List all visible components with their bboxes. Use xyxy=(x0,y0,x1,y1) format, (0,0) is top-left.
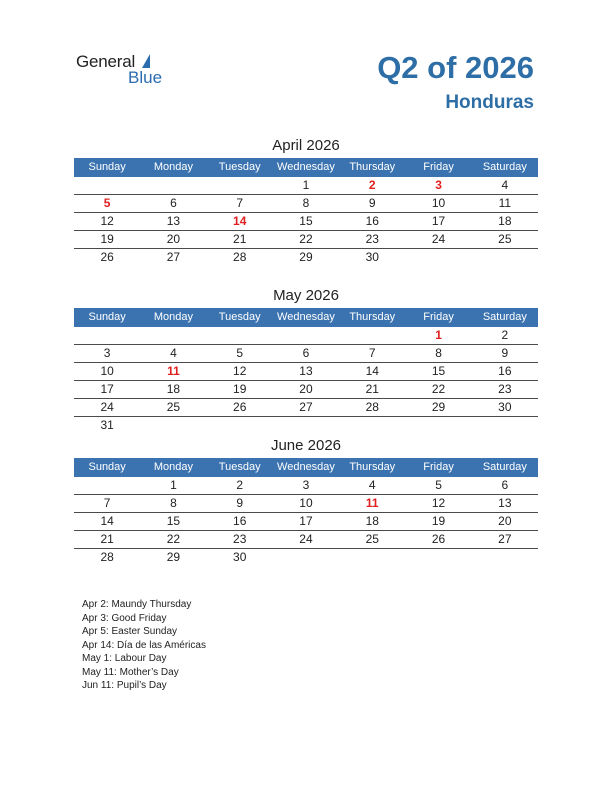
day-cell: 8 xyxy=(170,496,177,510)
day-cell: 17 xyxy=(100,382,114,396)
day-cell: 4 xyxy=(368,478,376,492)
weekday-label: Wednesday xyxy=(277,311,335,323)
month-title: April 2026 xyxy=(272,137,340,154)
day-cell xyxy=(207,327,273,344)
week-row xyxy=(74,513,538,531)
day-cell: 4 xyxy=(501,178,509,192)
day-cell xyxy=(339,327,405,344)
day-cell: 25 xyxy=(365,532,379,546)
day-cell: 5 xyxy=(435,478,442,492)
day-cell: 20 xyxy=(498,514,512,528)
day-cell: 21 xyxy=(100,532,114,546)
week-row xyxy=(74,363,538,381)
weekday-label: Saturday xyxy=(482,311,527,323)
day-cell xyxy=(472,549,538,566)
day-cell: 9 xyxy=(368,196,376,210)
day-cell xyxy=(339,549,405,566)
day-cell: 18 xyxy=(498,214,512,228)
day-cell: 2 xyxy=(236,478,244,492)
week-row xyxy=(74,177,538,195)
holiday-day-cell: 3 xyxy=(435,178,442,192)
day-cell: 14 xyxy=(100,514,114,528)
country-name: Honduras xyxy=(445,92,534,113)
day-cell: 19 xyxy=(431,514,446,528)
day-cell xyxy=(74,327,140,344)
day-cell: 8 xyxy=(302,196,310,210)
weekday-label: Saturday xyxy=(482,461,527,473)
day-cell: 12 xyxy=(233,364,247,378)
day-cell xyxy=(207,417,273,434)
weekday-label: Thursday xyxy=(349,461,396,473)
holiday-item: Apr 2: Maundy Thursday xyxy=(82,599,192,610)
weekday-header xyxy=(74,458,538,477)
day-cell xyxy=(140,177,206,194)
day-cell: 7 xyxy=(236,196,244,210)
weekday-label: Monday xyxy=(153,161,193,173)
weekday-label: Sunday xyxy=(88,161,126,173)
day-cell: 15 xyxy=(166,514,181,528)
weekday-label: Sunday xyxy=(88,461,126,473)
page-title: Q2 of 2026 xyxy=(377,50,534,85)
weekday-label: Thursday xyxy=(349,161,396,173)
day-cell xyxy=(273,417,339,434)
day-cell: 20 xyxy=(166,232,181,246)
day-cell: 19 xyxy=(233,382,247,396)
weekday-label: Saturday xyxy=(482,161,527,173)
holiday-item: Apr 5: Easter Sunday xyxy=(82,626,178,637)
month-calendar xyxy=(74,284,538,434)
weekday-label: Tuesday xyxy=(218,461,261,473)
day-cell: 8 xyxy=(435,346,442,360)
holiday-day-cell: 2 xyxy=(368,178,376,192)
day-cell: 29 xyxy=(431,400,446,414)
day-cell: 22 xyxy=(431,382,446,396)
week-row xyxy=(74,549,538,566)
day-cell: 7 xyxy=(368,346,376,360)
day-cell: 22 xyxy=(166,532,181,546)
day-cell xyxy=(207,177,273,194)
logo-blue-text: Blue xyxy=(128,68,163,87)
day-cell: 22 xyxy=(299,232,313,246)
day-cell: 2 xyxy=(501,328,509,342)
day-cell: 1 xyxy=(170,478,177,492)
day-cell: 4 xyxy=(170,346,177,360)
weekday-header xyxy=(74,308,538,327)
day-cell: 10 xyxy=(431,196,446,210)
day-cell: 5 xyxy=(236,346,244,360)
day-cell: 13 xyxy=(498,496,512,510)
day-cell: 1 xyxy=(302,178,310,192)
day-cell xyxy=(74,477,140,494)
day-cell: 9 xyxy=(236,496,244,510)
day-cell: 10 xyxy=(299,496,313,510)
day-cell: 11 xyxy=(498,196,512,210)
week-row xyxy=(74,327,538,345)
day-cell: 24 xyxy=(431,232,446,246)
weekday-label: Wednesday xyxy=(277,161,335,173)
day-cell: 20 xyxy=(299,382,313,396)
week-row xyxy=(74,477,538,495)
week-row xyxy=(74,495,538,513)
day-cell: 28 xyxy=(365,400,379,414)
holiday-day-cell: 1 xyxy=(435,328,442,342)
day-cell: 6 xyxy=(170,196,177,210)
day-cell: 24 xyxy=(299,532,313,546)
day-cell xyxy=(273,327,339,344)
day-cell: 13 xyxy=(166,214,181,228)
week-row xyxy=(74,345,538,363)
day-cell xyxy=(472,417,538,434)
day-cell: 29 xyxy=(299,250,313,264)
day-cell xyxy=(405,549,471,566)
holiday-list xyxy=(82,598,206,693)
day-cell: 28 xyxy=(100,550,114,564)
weekday-label: Tuesday xyxy=(218,311,261,323)
month-calendar xyxy=(74,434,538,566)
day-cell: 12 xyxy=(100,214,114,228)
day-cell: 25 xyxy=(166,400,181,414)
week-row xyxy=(74,417,538,434)
holiday-item: May 1: Labour Day xyxy=(82,653,167,664)
day-cell: 21 xyxy=(365,382,379,396)
day-cell: 30 xyxy=(498,400,512,414)
logo-triangle-icon xyxy=(142,54,150,68)
weekday-label: Thursday xyxy=(349,311,396,323)
weekday-label: Monday xyxy=(153,461,193,473)
week-row xyxy=(74,399,538,417)
day-cell: 3 xyxy=(103,346,111,360)
day-cell: 26 xyxy=(100,250,114,264)
month-title: May 2026 xyxy=(273,287,339,304)
day-cell: 27 xyxy=(498,532,512,546)
day-cell: 27 xyxy=(166,250,181,264)
day-cell: 14 xyxy=(365,364,379,378)
day-cell: 18 xyxy=(166,382,181,396)
day-cell: 10 xyxy=(100,364,114,378)
day-cell: 17 xyxy=(431,214,446,228)
day-cell: 23 xyxy=(233,532,247,546)
week-row xyxy=(74,531,538,549)
day-cell: 27 xyxy=(299,400,313,414)
day-cell: 13 xyxy=(299,364,313,378)
weekday-header xyxy=(74,158,538,177)
day-cell: 7 xyxy=(103,496,111,510)
holiday-day-cell: 11 xyxy=(365,496,379,510)
day-cell: 15 xyxy=(431,364,446,378)
weekday-label: Friday xyxy=(423,311,454,323)
holiday-day-cell: 5 xyxy=(103,196,111,210)
day-cell: 3 xyxy=(302,478,310,492)
weekday-label: Tuesday xyxy=(218,161,261,173)
day-cell xyxy=(273,549,339,566)
day-cell: 18 xyxy=(365,514,379,528)
day-cell: 6 xyxy=(302,346,310,360)
day-cell: 15 xyxy=(299,214,313,228)
day-cell: 21 xyxy=(233,232,247,246)
day-cell: 29 xyxy=(166,550,181,564)
day-cell: 16 xyxy=(498,364,512,378)
day-cell: 26 xyxy=(431,532,446,546)
weekday-label: Wednesday xyxy=(277,461,335,473)
day-cell: 17 xyxy=(299,514,313,528)
day-cell: 9 xyxy=(501,346,509,360)
holiday-item: Apr 14: Día de las Américas xyxy=(82,639,206,651)
day-cell xyxy=(74,177,140,194)
day-cell: 16 xyxy=(233,514,247,528)
day-cell: 28 xyxy=(233,250,247,264)
holiday-item: Jun 11: Pupil’s Day xyxy=(82,680,167,691)
day-cell: 19 xyxy=(100,232,114,246)
day-cell xyxy=(140,417,206,434)
day-cell: 24 xyxy=(100,400,114,414)
day-cell xyxy=(472,249,538,266)
day-cell xyxy=(405,417,471,434)
weekday-label: Friday xyxy=(423,161,454,173)
week-row xyxy=(74,249,538,266)
weekday-label: Friday xyxy=(423,461,454,473)
holiday-item: Apr 3: Good Friday xyxy=(82,612,167,624)
weekday-label: Sunday xyxy=(88,311,126,323)
day-cell: 25 xyxy=(498,232,512,246)
week-row xyxy=(74,195,538,213)
day-cell: 6 xyxy=(501,478,509,492)
day-cell: 23 xyxy=(365,232,379,246)
month-title: June 2026 xyxy=(270,437,342,454)
weekday-label: Monday xyxy=(153,311,193,323)
logo-general-text: General xyxy=(76,52,136,71)
holiday-day-cell: 14 xyxy=(233,214,247,228)
day-cell xyxy=(405,249,471,266)
week-row xyxy=(74,213,538,231)
week-row xyxy=(74,381,538,399)
day-cell: 12 xyxy=(431,496,446,510)
day-cell xyxy=(140,327,206,344)
day-cell: 26 xyxy=(233,400,247,414)
day-cell xyxy=(339,417,405,434)
day-cell: 31 xyxy=(100,418,114,432)
month-calendar xyxy=(74,134,538,266)
logo xyxy=(76,52,176,88)
day-cell: 23 xyxy=(498,382,512,396)
day-cell: 30 xyxy=(233,550,247,564)
week-row xyxy=(74,231,538,249)
holiday-item: May 11: Mother’s Day xyxy=(82,666,179,678)
holiday-day-cell: 11 xyxy=(167,364,180,378)
day-cell: 16 xyxy=(365,214,379,228)
day-cell: 30 xyxy=(365,250,379,264)
